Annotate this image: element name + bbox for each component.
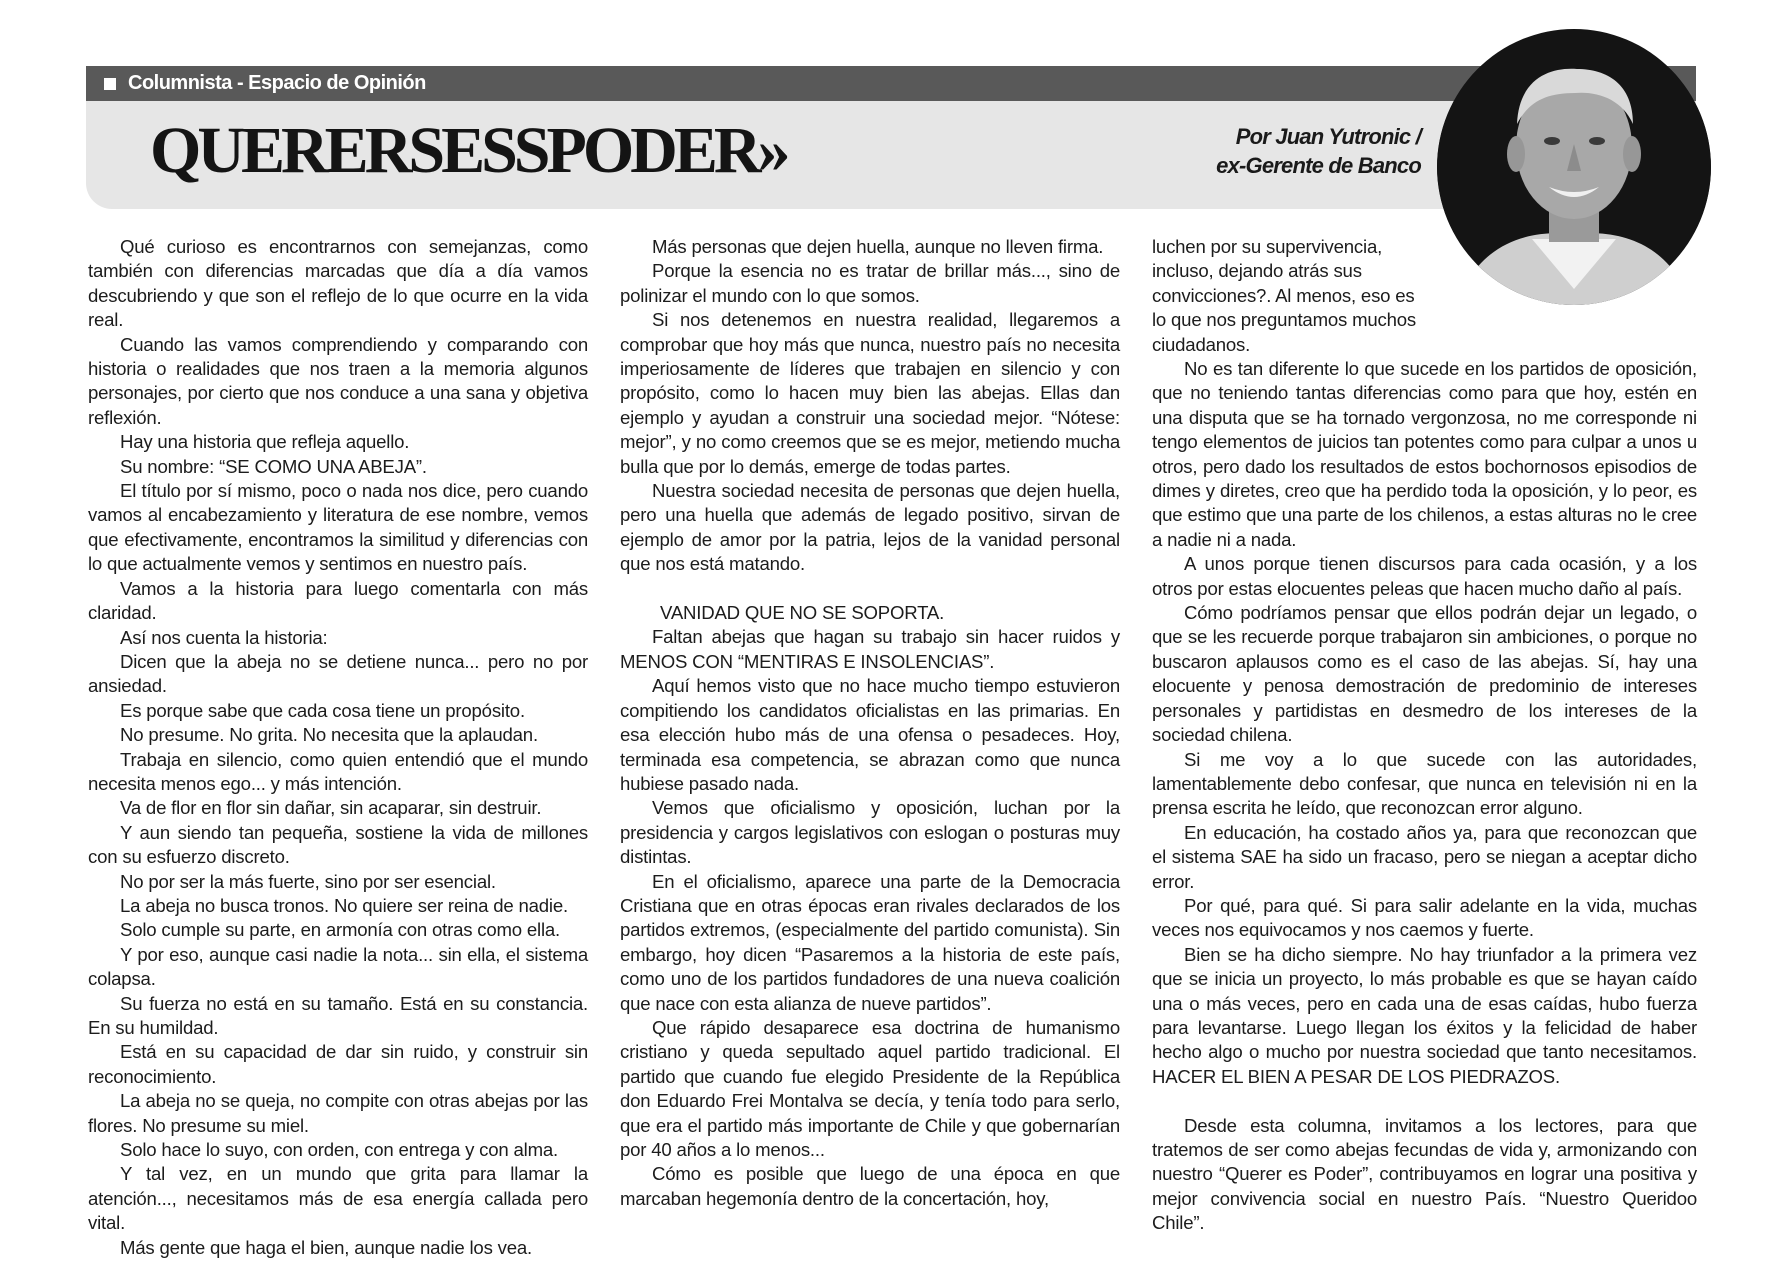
paragraph: No por ser la más fuerte, sino por ser esencial.: [120, 870, 496, 892]
paragraph: No presume. No grita. No necesita que la aplaudan.: [120, 724, 538, 746]
paragraph: Solo cumple su parte, en armonía con otras como ella.: [120, 919, 561, 941]
column-3-body: [1152, 357, 1697, 1089]
paragraph: La abeja no busca tronos. No quiere ser reina de nadie.: [120, 894, 568, 916]
paragraph: Cuando las vamos comprendiendo y comparando con historia o realidades que nos traen a la memoria algunos personajes, por cierto que nos conduce a una sana y objetiva reflexión.: [88, 333, 588, 428]
paragraph: Vemos que oficialismo y oposición, luchan por la presidencia y cargos legislativos con eslogan o posturas muy distintas.: [620, 797, 1120, 868]
paragraph: Por qué, para qué. Si para salir adelante en la vida, muchas veces nos equivocamos y nos caemos y fuerte.: [1152, 894, 1697, 941]
paragraph: Y por eso, aunque casi nadie la nota... sin ella, el sistema colapsa.: [88, 943, 588, 990]
paragraph: Y tal vez, en un mundo que grita para llamar la atención..., necesitamos más de esa energía callada pero vital.: [88, 1163, 588, 1234]
closing-paragraph: Desde esta columna, invitamos a los lectores, para que tratemos de ser como abejas fecundas de vida y, armonizando con nuestro “Querer es Poder”, contribuyamos en lograr una positiva y mejor convivencia social en nuestro País. “Nuestro Queridoo Chile”.: [1152, 1114, 1697, 1234]
paragraph: Aquí hemos visto que no hace mucho tiempo estuvieron compitiendo los candidatos oficialistas en las primarias. En esa elección hubo más de una ofensa o pesadeces. Hoy, terminada esa competencia, se abrazan como que nunca hubiese pasado nada.: [620, 675, 1120, 794]
section-bar: [86, 66, 1696, 101]
paragraph: Y aun siendo tan pequeña, sostiene la vida de millones con su esfuerzo discreto.: [88, 821, 588, 868]
paragraph: Está en su capacidad de dar sin ruido, y construir sin reconocimiento.: [88, 1041, 588, 1087]
square-bullet-icon: [104, 78, 116, 90]
paragraph: Qué curioso es encontrarnos con semejanzas, como también con diferencias marcadas que día a día vamos descubriendo y que son el reflejo de lo que ocurre en la vida real.: [88, 236, 588, 331]
article-column-1: [88, 235, 588, 1260]
paragraph: Su nombre: “SE COMO UNA ABEJA”.: [120, 455, 427, 477]
paragraph: Solo hace lo suyo, con orden, con entrega y con alma.: [120, 1139, 558, 1161]
article-column-3-intro: [1152, 235, 1422, 357]
article-column-2: [620, 235, 1120, 1211]
paragraph: Dicen que la abeja no se detiene nunca... pero no por ansiedad.: [88, 650, 588, 697]
paragraph: Vamos a la historia para luego comentarla con más claridad.: [88, 577, 588, 624]
author-portrait-image: [1437, 29, 1711, 305]
paragraph: En educación, ha costado años ya, para que reconozcan que el sistema SAE ha sido un fracaso, pero se niegan a aceptar dicho error.: [1152, 821, 1697, 892]
paragraph: Si me voy a lo que sucede con las autoridades, lamentablemente debo confesar, que nunca en televisión ni en la prensa escrita he leído, que reconozcan error alguno.: [1152, 748, 1697, 819]
paragraph: A unos porque tienen discursos para cada ocasión, y a los otros por estas elocuentes peleas que hacen mucho daño al país.: [1152, 553, 1697, 599]
section-label: Columnista - Espacio de Opinión: [128, 72, 426, 94]
paragraph: Bien se ha dicho siempre. No hay triunfador a la primera vez que se inicia un proyecto, lo más probable es que se hayan caído una o más veces, pero en cada una de esas caídas, hubo fuerza para levantarse. Luego llegan los éxitos y la felicidad de haber hecho algo o mucho por nuestra sociedad que tanto necesitamos. HACER EL BIEN A PESAR DE LOS PIEDRAZOS.: [1152, 943, 1697, 1087]
paragraph: Trabaja en silencio, como quien entendió que el mundo necesita menos ego... y más intención.: [88, 748, 588, 794]
column-2-bottom: [620, 625, 1120, 1211]
paragraph: Cómo podríamos pensar que ellos podrán dejar un legado, o que se les recuerde porque trabajaron sin ambiciones, o porque no buscaron aplausos como es el caso de las abejas. Sí, hay una elocuente y penosa demostración de predominio de intereses personales y partidistas en desmedro de los intereses de la sociedad chilena.: [1152, 602, 1697, 746]
paragraph: luchen por su supervivencia, incluso, dejando atrás sus convicciones?. Al menos, eso es lo que nos preguntamos muchos ciudadanos.: [1152, 236, 1416, 355]
paragraph: Es porque sabe que cada cosa tiene un propósito.: [120, 699, 525, 721]
paragraph: Su fuerza no está en su tamaño. Está en su constancia. En su humildad.: [88, 992, 588, 1038]
paragraph: No es tan diferente lo que sucede en los partidos de oposición, que no teniendo tantas diferencias como para que hoy, estén en una disputa que se ha tornado vergonzosa, no me corresponde ni tengo elementos de juicios tan potentes como para culpar a unos u otros, pero dado los resultados de estos bochornosos episodios de dimes y diretes, creo que ha perdido toda la oposición, y lo peor, es que estimo que una parte de los chilenos, a estas alturas no le cree a nadie ni a nada.: [1152, 358, 1697, 550]
byline: [1216, 122, 1421, 180]
paragraph: En el oficialismo, aparece una parte de la Democracia Cristiana que en otras épocas eran rivales declarados de los partidos extremos, (especialmente del partido comunista). Sin embargo, hoy dicen “Pasaremos a la historia de este país, como uno de los partidos fundadores de una nueva coalición que nace con esta alianza de nueve partidos”.: [620, 870, 1120, 1014]
byline-role: ex-Gerente de Banco: [1216, 153, 1421, 178]
article-column-3: [1152, 357, 1697, 1236]
paragraph: Va de flor en flor sin dañar, sin acaparar, sin destruir.: [120, 797, 542, 819]
paragraph: La abeja no se queja, no compite con otras abejas por las flores. No presume su miel.: [88, 1090, 588, 1136]
paragraph: Nuestra sociedad necesita de personas que dejen huella, pero una huella que además de legado positivo, sirvan de ejemplo de amor por la patria, lejos de la vanidad personal que nos está matando.: [620, 480, 1120, 575]
paragraph: Más gente que haga el bien, aunque nadie los vea.: [120, 1236, 532, 1258]
article-headline: QUERERSESSPODER»: [150, 114, 787, 187]
paragraph: Que rápido desaparece esa doctrina de humanismo cristiano y queda sepultado aquel partido tradicional. El partido que cuando fue elegido Presidente de la República don Eduardo Frei Montalva se decía, y tenía todo para serlo, que era el partido más importante de Chile y que gobernarían por 40 años a lo menos...: [620, 1016, 1120, 1161]
paragraph: Porque la esencia no es tratar de brillar más..., sino de polinizar el mundo con lo que somos.: [620, 260, 1120, 306]
byline-author: Por Juan Yutronic /: [1235, 124, 1421, 149]
author-photo: [1437, 29, 1711, 305]
paragraph: Faltan abejas que hagan su trabajo sin hacer ruidos y MENOS CON “MENTIRAS E INSOLENCIAS”.: [620, 626, 1120, 672]
column-2-top: [620, 235, 1120, 577]
paragraph: Más personas que dejen huella, aunque no lleven firma.: [652, 236, 1104, 257]
paragraph: Cómo es posible que luego de una época en que marcaban hegemonía dentro de la concertación, hoy,: [620, 1163, 1120, 1209]
paragraph: Si nos detenemos en nuestra realidad, llegaremos a comprobar que hoy más que nunca, nuestro país no necesita imperiosamente de líderes que trabajen en silencio y con propósito, como lo hacen muy bien las abejas. Ellas dan ejemplo y ayudan a construir una sociedad mejor. “Nótese: mejor”, y no como creemos que se es mejor, metiendo mucha bulla que por lo demás, emerge de todas partes.: [620, 309, 1120, 477]
paragraph: Hay una historia que refleja aquello.: [120, 431, 410, 453]
section-subheading: VANIDAD QUE NO SE SOPORTA.: [660, 602, 945, 624]
paragraph: El título por sí mismo, poco o nada nos dice, pero cuando vamos al encabezamiento y literatura de ese nombre, vemos que efectivamente, encontramos la similitud y diferencias con lo que actualmente vemos y sentimos en nuestro país.: [88, 480, 588, 575]
paragraph: Así nos cuenta la historia:: [120, 626, 328, 648]
